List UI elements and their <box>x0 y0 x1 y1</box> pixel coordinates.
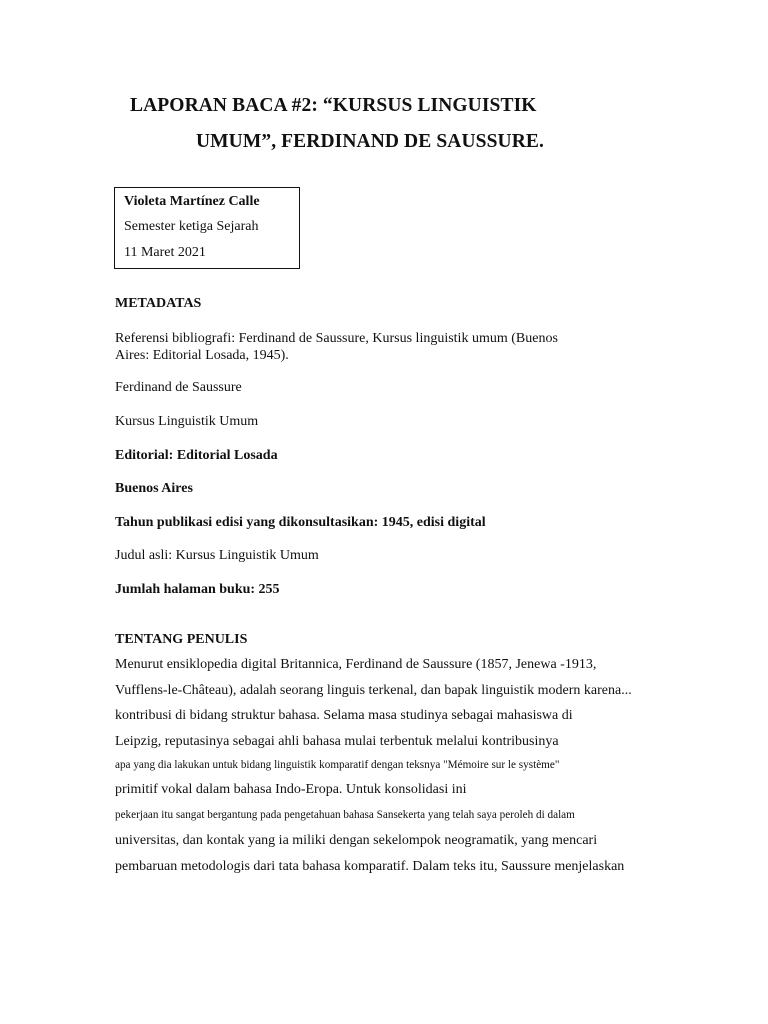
author-name: Violeta Martínez Calle <box>124 194 260 209</box>
report-title-line-2: UMUM”, FERDINAND DE SAUSSURE. <box>196 131 544 152</box>
metadata-book-title: Kursus Linguistik Umum <box>115 414 259 429</box>
author-semester: Semester ketiga Sejarah <box>124 219 259 234</box>
metadata-city: Buenos Aires <box>115 481 193 496</box>
metadata-author: Ferdinand de Saussure <box>115 380 242 395</box>
bibliographic-reference <box>115 330 605 364</box>
about-author-heading: TENTANG PENULIS <box>115 632 248 647</box>
paragraph-line: apa yang dia lakukan untuk bidang linguistik komparatif dengan teksnya "Mémoire sur le système" <box>115 759 560 771</box>
metadata-heading: METADATAS <box>115 296 202 311</box>
paragraph-line: universitas, dan kontak yang ia miliki dengan sekelompok neogramatik, yang mencari <box>115 833 598 848</box>
paragraph-line: Leipzig, reputasinya sebagai ahli bahasa mulai terbentuk melalui kontribusinya <box>115 734 559 749</box>
paragraph-line: primitif vokal dalam bahasa Indo-Eropa. Untuk konsolidasi ini <box>115 782 467 797</box>
report-date: 11 Maret 2021 <box>124 245 206 260</box>
paragraph-line: pembaruan metodologis dari tata bahasa komparatif. Dalam teks itu, Saussure menjelaskan <box>115 859 625 874</box>
report-title-line-1: LAPORAN BACA #2: “KURSUS LINGUISTIK <box>130 95 537 116</box>
paragraph-line: Vufflens-le-Château), adalah seorang linguis terkenal, dan bapak linguistik modern karena... <box>115 683 632 698</box>
paragraph-line: pekerjaan itu sangat bergantung pada pengetahuan bahasa Sansekerta yang telah saya peroleh di dalam <box>115 809 575 821</box>
metadata-year: Tahun publikasi edisi yang dikonsultasikan: 1945, edisi digital <box>115 515 486 530</box>
author-info-box <box>114 187 300 269</box>
paragraph-line: kontribusi di bidang struktur bahasa. Selama masa studinya sebagai mahasiswa di <box>115 708 573 723</box>
paragraph-line: Menurut ensiklopedia digital Britannica, Ferdinand de Saussure (1857, Jenewa -1913, <box>115 657 597 672</box>
metadata-pages: Jumlah halaman buku: 255 <box>115 582 280 597</box>
reference-line-2: Aires: Editorial Losada, 1945). <box>115 348 289 363</box>
metadata-editorial: Editorial: Editorial Losada <box>115 448 278 463</box>
metadata-original-title: Judul asli: Kursus Linguistik Umum <box>115 548 319 563</box>
reference-line-1: Referensi bibliografi: Ferdinand de Saussure, Kursus linguistik umum (Buenos <box>115 331 558 346</box>
